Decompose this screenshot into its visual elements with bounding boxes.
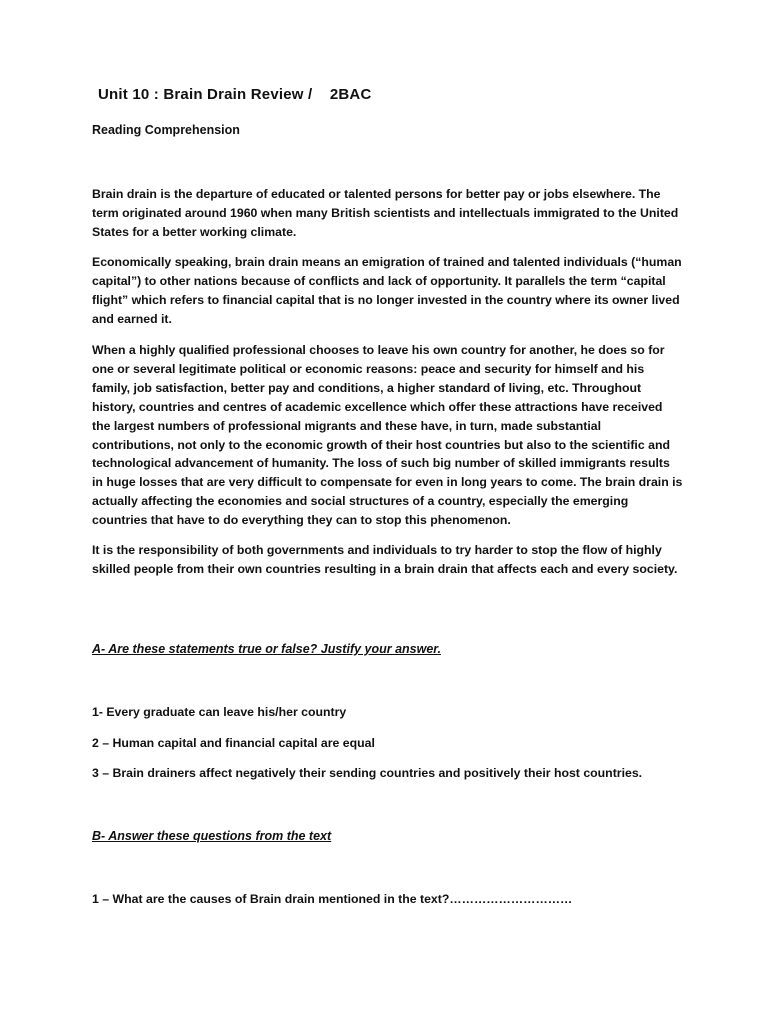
question-item-1: 1 – What are the causes of Brain drain mentioned in the text?………………………… bbox=[92, 892, 573, 906]
page-title: Unit 10 : Brain Drain Review / 2BAC bbox=[98, 86, 372, 103]
section-b-heading: B- Answer these questions from the text bbox=[92, 829, 332, 843]
statement-item-1: 1- Every graduate can leave his/her country bbox=[92, 705, 347, 719]
section-subtitle: Reading Comprehension bbox=[92, 123, 240, 137]
paragraph-economic: Economically speaking, brain drain means an emigration of trained and talented individuals (“human capital”) to other nations because of conflicts and lack of opportunity. It parallels the term “capital flight” which refers to financial capital that is no longer invested in the country where its owner lived and earned it. bbox=[92, 255, 682, 326]
statement-item-3: 3 – Brain drainers affect negatively their sending countries and positively their host countries. bbox=[92, 766, 643, 780]
paragraph-responsibility: It is the responsibility of both governments and individuals to try harder to stop the flow of highly skilled people from their own countries resulting in a brain drain that affects each and every society. bbox=[92, 543, 678, 576]
paragraph-definition: Brain drain is the departure of educated or talented persons for better pay or jobs elsewhere. The term originated around 1960 when many British scientists and intellectuals immigrated to the United States for a better working climate. bbox=[92, 187, 679, 239]
paragraph-reasons: When a highly qualified professional chooses to leave his own country for another, he does so for one or several legitimate political or economic reasons: peace and security for himself and his family, job satisfaction, better pay and conditions, a higher standard of living, etc. Throughout history, countries and centres of academic excellence which offer these attractions have received the largest numbers of professional migrants and these have, in turn, made substantial contributions, not only to the economic growth of their host countries but also to the scientific and technological advancement of humanity. The loss of such big number of skilled immigrants results in huge losses that are very difficult to compensate for even in long years to come. The brain drain is actually affecting the economies and social structures of a country, especially the emerging countries that have to do everything they can to stop this phenomenon. bbox=[92, 343, 683, 528]
statement-item-2: 2 – Human capital and financial capital are equal bbox=[92, 736, 375, 750]
section-a-heading: A- Are these statements true or false? Justify your answer. bbox=[92, 642, 441, 656]
